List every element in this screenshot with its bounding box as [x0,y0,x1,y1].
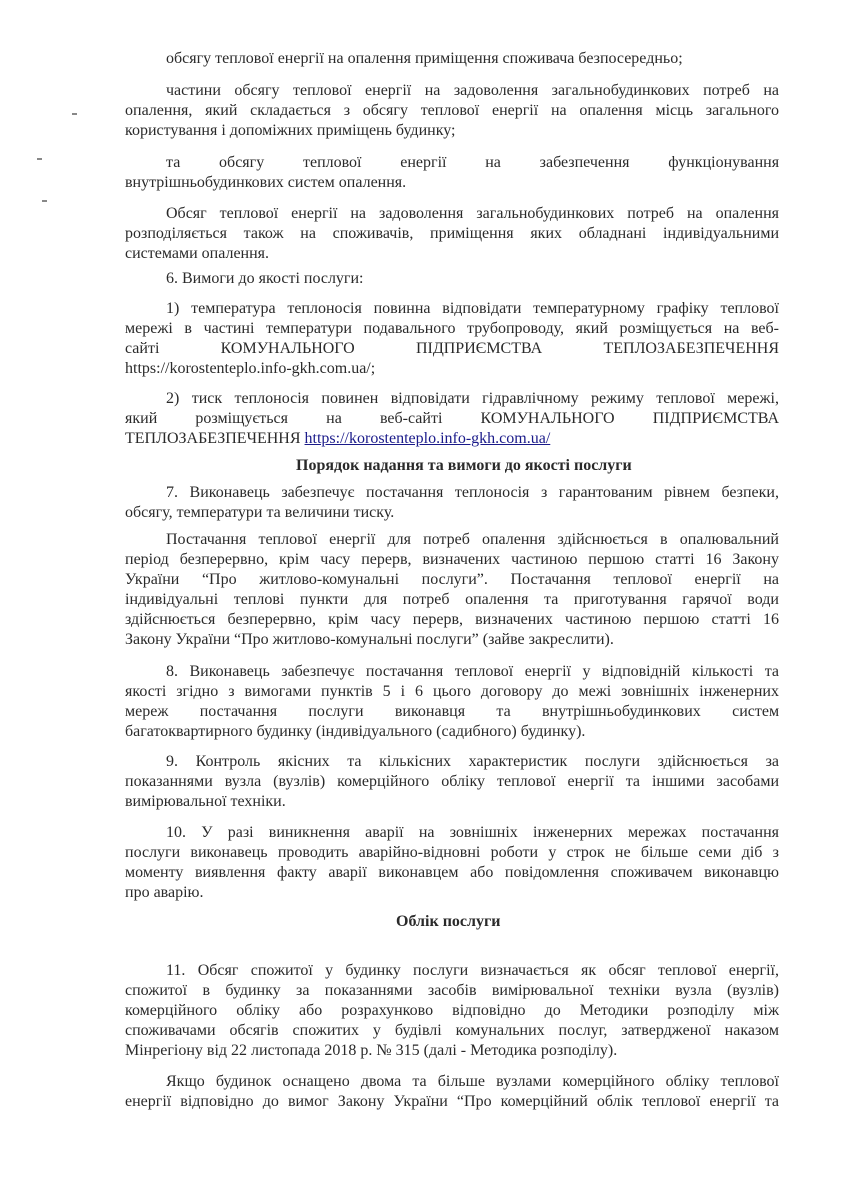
text-line: системами опалення. [125,245,270,262]
text-line: 6. Вимоги до якості послуги: [166,270,364,287]
text-line: енергії відповідно до вимог Закону України “Про комерційний облік теплової енергії та [125,1093,779,1110]
text-line: індивідуальні теплові пункти для потреб опалення та приготування гарячої води [125,591,779,608]
text-line: послуги виконавець проводить аварійно-відновні роботи у строк не більше семи діб з [125,844,779,861]
text-line: https://korostenteplo.info-gkh.com.ua/; [125,360,376,377]
text-line [125,339,779,359]
margin-mark [37,158,42,160]
text-line: якості згідно з вимогами пунктів 5 і 6 цього договору до межі зовнішніх інженерних [125,683,779,700]
text-line: обсягу, температури та величини тиску. [125,504,395,521]
text-line: моменту виявлення факту аварії виконавцем або повідомлення споживачем виконавцю [125,864,779,881]
word: та [496,703,511,720]
text-line [125,429,550,449]
text-line: Постачання теплової енергії для потреб опалення здійснюється в опалювальний [166,531,779,548]
word: внутрішньобудинкових [541,703,701,720]
text-line: опалення, який складається з обсягу теплової енергії на опалення місць загального [125,102,779,119]
text-line: Мінрегіону від 22 листопада 2018 р. № 315 (далі - Методика розподілу). [125,1042,618,1059]
word: ПІДПРИЄМСТВА [415,340,543,357]
word: виконавця [394,703,466,720]
word: систем [732,703,780,720]
margin-mark [72,113,77,115]
website-link[interactable]: https://korostenteplo.info-gkh.com.ua/ [304,430,551,447]
word: забезпечення [539,154,630,171]
text-line [166,153,779,173]
text-line: 8. Виконавець забезпечує постачання теплової енергії у відповідній кількості та [166,663,779,680]
word: веб-сайті [379,410,443,427]
word: постачання [199,703,278,720]
word: функціонування [668,154,780,171]
text-line: вимірювальної техніки. [125,793,286,810]
word: та [166,154,181,171]
section-heading: Порядок надання та вимоги до якості послуги [296,457,632,474]
word: на [326,410,342,427]
text-line: 2) тиск теплоносія повинен відповідати гідравлічному режиму теплової мережі, [166,390,779,407]
text-line [125,702,779,722]
text-line: частини обсягу теплової енергії на задоволення загальнобудинкових потреб на [166,82,779,99]
text-line: багатоквартирного будинку (індивідуального (садибного) будинку). [125,723,586,740]
word: який [125,410,158,427]
section-heading: Облік послуги [396,913,501,930]
text-line: 7. Виконавець забезпечує постачання теплоносія з гарантованим рівнем безпеки, [166,484,779,501]
text-line: споживачами обсягів спожитих у будівлі комунальних послуг, затвердженої наказом [125,1022,779,1039]
text-line: комерційного обліку або розрахунково відповідно до Методики розподілу між [125,1002,779,1019]
text-line: спожитої в будинку за показаннями засобів вимірювальної техніки вузла (вузлів) [125,982,779,999]
text-line: 1) температура теплоносія повинна відповідати температурному графіку теплової [166,300,779,317]
text-line: мережі в частині температури подавального трубопроводу, який розміщується на веб- [125,320,779,337]
text-line: Обсяг теплової енергії на задоволення загальнобудинкових потреб на опалення [166,205,779,222]
text-line: Якщо будинок оснащено двома та більше вузлами комерційного обліку теплової [166,1073,779,1090]
word: енергії [400,154,447,171]
text-line: Закону України “Про житлово-комунальні послуги” (зайве закреслити). [125,631,614,648]
word: розміщується [195,410,289,427]
text-line: обсягу теплової енергії на опалення приміщення споживача безпосередньо; [166,50,683,67]
text-line: внутрішньобудинкових систем опалення. [125,174,407,191]
text-line: період безперервно, крім часу перерв, визначених частиною першою статті 16 Закону [125,551,779,568]
margin-mark [42,200,47,202]
text-line: показаннями вузла (вузлів) комерційного обліку теплової енергії та іншими засобами [125,773,779,790]
text-line: 9. Контроль якісних та кількісних характеристик послуги здійснюється за [166,753,779,770]
text-line: про аварію. [125,884,204,901]
word: ТЕПЛОЗАБЕЗПЕЧЕННЯ [603,340,779,357]
word: ПІДПРИЄМСТВА [652,410,779,427]
text-line: України “Про житлово-комунальні послуги”. Постачання теплової енергії на [125,571,779,588]
word: сайті [125,340,160,357]
word: на [485,154,501,171]
word: теплової [302,154,362,171]
text-line: 11. Обсяг спожитої у будинку послуги визначається як обсяг теплової енергії, [166,962,779,979]
text-line: 10. У разі виникнення аварії на зовнішніх інженерних мережах постачання [166,824,779,841]
word: мереж [125,703,169,720]
text-line: розподіляється також на споживачів, приміщення яких обладнані індивідуальними [125,225,779,242]
text-line [125,409,779,429]
text-line: користування і допоміжних приміщень будинку; [125,122,456,139]
org-name: ТЕПЛОЗАБЕЗПЕЧЕННЯ [125,430,301,447]
word: послуги [308,703,364,720]
text-line: здійснюється безперервно, крім часу перерв, визначених частиною першою статті 16 [125,611,779,628]
word: обсягу [219,154,265,171]
word: КОМУНАЛЬНОГО [480,410,615,427]
word: КОМУНАЛЬНОГО [220,340,355,357]
